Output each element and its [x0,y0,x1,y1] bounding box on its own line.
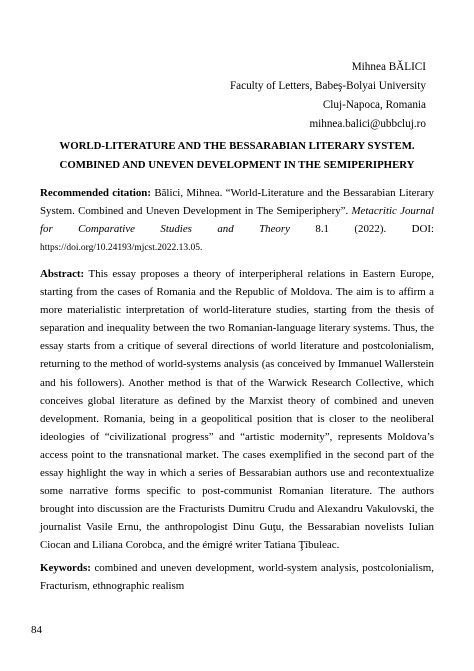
citation-journal: Metacritic Journal for Comparative Studies and Theory [40,205,434,236]
citation-volume: 8.1 (2022). DOI: [315,223,434,236]
citation-text: Bălici, Mihnea. “World-Literature and the Bessarabian Literary System. Combined and Uneven Development in The Semiperiphery”. [40,187,434,218]
citation-label: Recommended citation: [40,187,151,199]
keywords-label: Keywords: [40,562,91,574]
author-block [230,58,426,134]
abstract-label: Abstract: [40,268,85,280]
recommended-citation [40,184,434,257]
keywords-text: combined and uneven development, world-system analysis, postcolonialism, Fracturism, ethnographic realism [40,562,435,593]
article-title [40,137,434,175]
author-location: Cluj-Napoca, Romania [322,99,426,111]
abstract-text: This essay proposes a theory of interperipheral relations in Eastern Europe, starting from the cases of Romania and the Republic of Moldova. The aim is to affirm a more materialistic interpretation of world-literature studies, starting from the thesis of separation and inequality between the two Romanian-language literary systems. Thus, the essay starts from a critique of several directions of world literature and postcolonialism, returning to the method of world-systems analysis (as conceived by Immanuel Wallerstein and his followers). Another method is that of the Warwick Research Collective, which conceives global literature as defined by the Marxist theory of combined and uneven development. Romania, being in a geopolitical position that is closer to the neoliberal ideologies of “civilizational progress” and “artistic modernity”, represents Moldova’s access point to the transnational market. The cases exemplified in the second part of the essay highlight the way in which a series of Bessarabian authors use and recontextualize some narrative forms specific to post-communist Romanian literature. The authors brought into discussion are the Fracturists Dumitru Crudu and Alexandru Vakulovski, the journalist Vasile Ernu, the anthropologist Dinu Guţu, the Bessarabian novelists Iulian Ciocan and Liliana Corobca, and the émigré writer Tatiana Ţîbuleac. [40,268,434,552]
author-affiliation: Faculty of Letters, Babeş-Bolyai University [229,80,426,92]
author-name: Mihnea BĂLICI [351,61,426,73]
title-line-1: WORLD-LITERATURE AND THE BESSARABIAN LITERARY SYSTEM. [59,140,415,152]
keywords [40,559,434,595]
author-email: mihnea.balici@ubbcluj.ro [309,118,426,130]
title-line-2: COMBINED AND UNEVEN DEVELOPMENT IN THE SEMIPERIPHERY [59,159,415,171]
citation-doi-link[interactable]: https://doi.org/10.24193/mjcst.2022.13.05. [40,243,203,254]
page-number: 84 [31,624,42,636]
abstract [40,265,434,555]
